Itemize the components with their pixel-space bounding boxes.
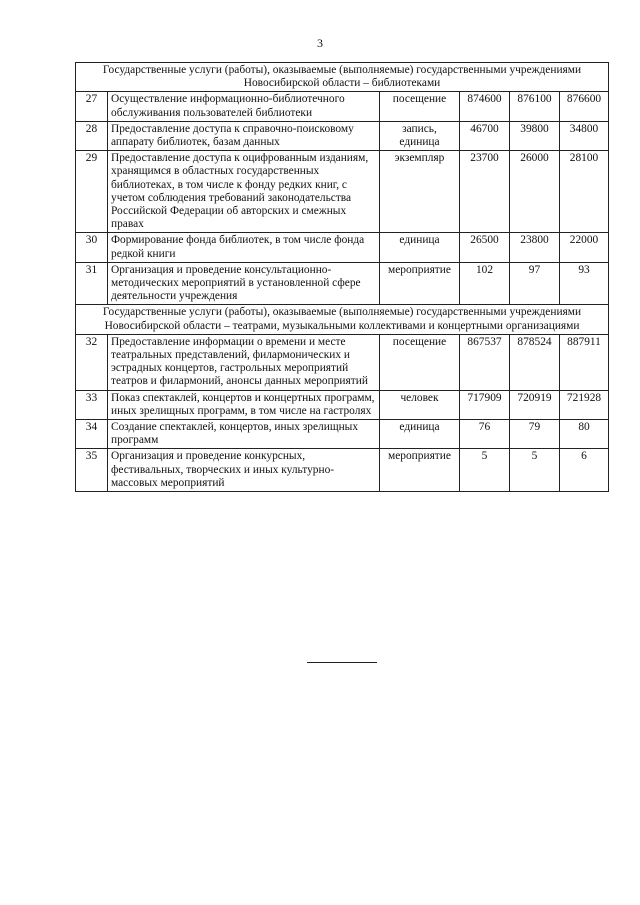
unit-of-measure: единица [380,420,460,449]
table-row [76,420,609,449]
unit-of-measure: посещение [380,334,460,390]
value-year-3: 28100 [560,151,609,233]
unit-of-measure: посещение [380,92,460,121]
row-number: 35 [76,449,108,492]
service-description: Предоставление доступа к справочно-поисковому аппарату библиотек, базам данных [108,121,380,150]
value-year-3: 721928 [560,390,609,419]
value-year-1: 5 [460,449,510,492]
service-description: Предоставление информации о времени и месте театральных представлений, филармонических и эстрадных концертов, гастрольных мероприятий театров и филармоний, анонсы данных мероприятий [108,334,380,390]
unit-of-measure: единица [380,233,460,262]
unit-of-measure: запись, единица [380,121,460,150]
value-year-2: 23800 [510,233,560,262]
value-year-1: 26500 [460,233,510,262]
table-row [76,390,609,419]
row-number: 28 [76,121,108,150]
service-description: Создание спектаклей, концертов, иных зрелищных программ [108,420,380,449]
value-year-2: 26000 [510,151,560,233]
value-year-2: 5 [510,449,560,492]
value-year-2: 79 [510,420,560,449]
row-number: 27 [76,92,108,121]
value-year-3: 22000 [560,233,609,262]
footer-divider [307,662,377,663]
table-row [76,449,609,492]
unit-of-measure: мероприятие [380,262,460,305]
value-year-1: 717909 [460,390,510,419]
table-row [76,121,609,150]
services-table [75,62,609,492]
value-year-2: 39800 [510,121,560,150]
value-year-1: 23700 [460,151,510,233]
value-year-2: 876100 [510,92,560,121]
row-number: 32 [76,334,108,390]
value-year-3: 887911 [560,334,609,390]
section-header-row [76,305,609,334]
service-description: Организация и проведение консультационно-методических мероприятий в установленной сфере деятельности учреждения [108,262,380,305]
service-description: Осуществление информационно-библиотечного обслуживания пользователей библиотеки [108,92,380,121]
row-number: 33 [76,390,108,419]
service-description: Организация и проведение конкурсных, фестивальных, творческих и иных культурно-массовых мероприятий [108,449,380,492]
value-year-1: 76 [460,420,510,449]
value-year-3: 34800 [560,121,609,150]
section-title-theatres: Государственные услуги (работы), оказываемые (выполняемые) государственными учреждениями Новосибирской области – театрами, музыкальными коллективами и концертными организациями [76,305,609,334]
table-row [76,233,609,262]
value-year-1: 102 [460,262,510,305]
value-year-3: 876600 [560,92,609,121]
unit-of-measure: экземпляр [380,151,460,233]
service-description: Предоставление доступа к оцифрованным изданиям, хранящимся в областных государственных библиотеках, в том числе к фонду редких книг, с учетом соблюдения требований законодательства Российской Федерации об авторских и смежных правах [108,151,380,233]
value-year-2: 878524 [510,334,560,390]
unit-of-measure: мероприятие [380,449,460,492]
row-number: 34 [76,420,108,449]
value-year-3: 80 [560,420,609,449]
table-row [76,334,609,390]
section-header-row [76,63,609,92]
table-row [76,92,609,121]
unit-of-measure: человек [380,390,460,419]
value-year-3: 6 [560,449,609,492]
row-number: 29 [76,151,108,233]
page-number: 3 [317,36,323,50]
table-row [76,151,609,233]
service-description: Показ спектаклей, концертов и концертных программ, иных зрелищных программ, в том числе на гастролях [108,390,380,419]
value-year-2: 720919 [510,390,560,419]
row-number: 31 [76,262,108,305]
value-year-1: 867537 [460,334,510,390]
table-row [76,262,609,305]
value-year-1: 46700 [460,121,510,150]
section-title-libraries: Государственные услуги (работы), оказываемые (выполняемые) государственными учреждениями Новосибирской области – библиотеками [76,63,609,92]
value-year-1: 874600 [460,92,510,121]
value-year-2: 97 [510,262,560,305]
service-description: Формирование фонда библиотек, в том числе фонда редкой книги [108,233,380,262]
value-year-3: 93 [560,262,609,305]
row-number: 30 [76,233,108,262]
